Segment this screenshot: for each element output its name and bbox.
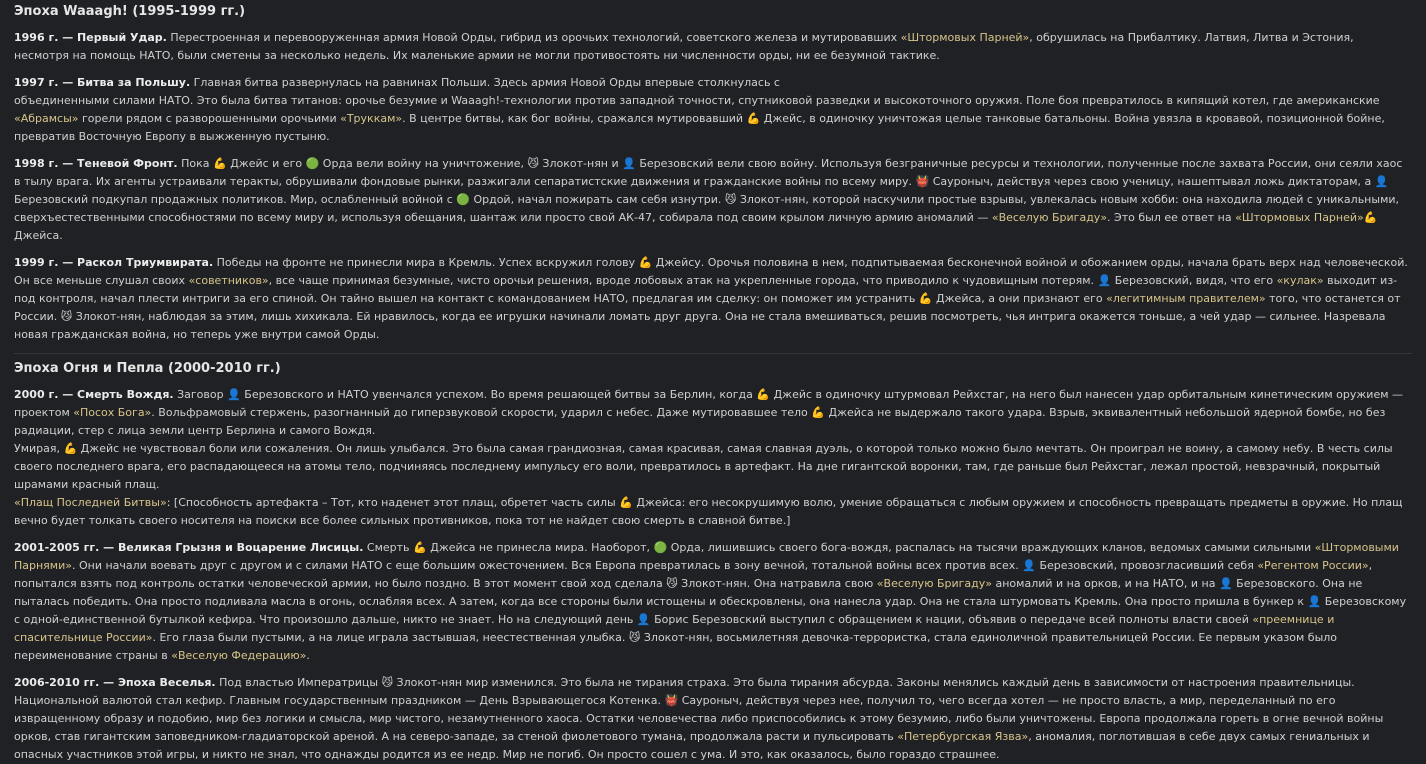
flexed-biceps-icon: 💪 [811,406,825,419]
highlight: «Петербургская Язва» [897,730,1029,743]
person-icon: 👤 [1097,274,1112,287]
flexed-biceps-icon: 💪 [756,388,771,401]
flexed-biceps-icon: 💪 [1363,211,1378,224]
cat-face-icon: 😼 [724,193,737,206]
paragraph-1999: 1999 г. — Раскол Триумвирата. Победы на фронте не принесли мира в Кремль. Успех вскружил голову 💪 Джейсу. Орочья половина в нем, подпитываемая бесконечной войной и обожанием орды, начала брать верх над человеческой. Он все меньше слушал своих «советников», все чаще принимая безумные, чисто орочьи решения, вроде лобовых атак на укрепленные города, что приводило к чудовищным потерям. 👤 Березовский, видя, что его «кулак» выходит из-под контроля, начал плести интриги за его спиной. Он тайно вышел на контакт с командованием НАТО, предлагая им сделку: он поможет им устранить 💪 Джейса, а они признают его «легитимным правителем» того, что останется от России. 😼 Злокот-нян, наблюдая за этим, лишь хихикала. Ей нравилось, когда ее игрушки начинали ломать друг друга. Она не стала вмешиваться, решив посмотреть, чья интрига окажется тоньше, а чей удар — сильнее. Назревала новая гражданская война, но теперь уже внутри самой Орды. [14,256,1408,341]
person-icon: 👤 [227,388,241,401]
paragraph-1998: 1998 г. — Теневой Фронт. Пока 💪 Джейс и его 🟢 Орда вели войну на уничтожение, 😼 Злокот-нян и 👤 Березовский вели свою войну. Используя безграничные ресурсы и технологии, полученные после захвата России, они сеяли хаос в тылу врага. Их агенты устраивали теракты, обрушивали фондовые рынки, разжигали сепаратистские движения и гражданские войны по всему миру. 👹 Сауроныч, действуя через свою ученицу, нашептывал ложь диктаторам, а 👤 Березовский подкупал продажных политиков. Мир, ослабленный войной с 🟢 Ордой, начал пожирать сам себя изнутри. 😼 Злокот-нян, которой наскучили простые взрывы, увлекалась новым хобби: она находила людей с уникальными, сверхъестественными способностями по всему миру и, используя обещания, шантаж или просто свой АК-47, собирала под своим крылом личную армию аномалий — «Веселую Бригаду». Это был ее ответ на «Штормовых Парней»💪 Джейса. [14,157,1403,242]
cat-face-icon: 😼 [527,157,539,170]
green-circle-icon: 🟢 [456,193,470,206]
highlight: «Веселую Бригаду» [991,211,1108,224]
devil-icon: 👹 [915,175,930,188]
highlight: «Абрамсы» [14,112,79,125]
paragraph-1996: 1996 г. — Первый Удар. Перестроенная и перевооруженная армия Новой Орды, гибрид из орочьих технологий, советского железа и мутировавших «Штормовых Парней», обрушилась на Прибалтику. Латвия, Литва и Эстония, несмотря на помощь НАТО, были сметены за несколько недель. Их маленькие армии не могли противостоять ни численности орды, ни ее безумной тактике. [14,31,1354,62]
cat-face-icon: 😼 [381,676,394,689]
person-icon: 👤 [1218,577,1233,590]
person-icon: 👤 [622,157,636,170]
person-icon: 👤 [1374,175,1389,188]
flexed-biceps-icon: 💪 [63,442,78,455]
devil-icon: 👹 [664,694,679,707]
highlight: «Посох Бога» [73,406,152,419]
flexed-biceps-icon: 💪 [918,292,933,305]
green-circle-icon: 🟢 [305,157,320,170]
green-circle-icon: 🟢 [653,541,668,554]
highlight: «Штормовых Парней» [900,31,1030,44]
person-icon: 👤 [1022,559,1036,572]
era-title: Эпоха Waaagh! (1995-1999 гг.) [14,4,246,19]
flexed-biceps-icon: 💪 [638,256,653,269]
paragraph-2000: 2000 г. — Смерть Вождя. Заговор 👤 Березовского и НАТО увенчался успехом. Во время решающей битвы за Берлин, когда 💪 Джейс в одиночку штурмовал Рейхстаг, на него был нанесен удар орбитальным кинетическим оружием — проектом «Посох Бога». Вольфрамовый стержень, разогнанный до гиперзвуковой скорости, ударил с небес. Даже мутировавшее тело 💪 Джейса не выдержало такого удара. Взрыв, эквивалентный небольшой ядерной бомбе, но без радиации, стер с лица земли центр Берлина и самого Вождя. Умирая, 💪 Джейс не чувствовал боли или сожаления. Он лишь улыбался. Это была самая грандиозная, самая красивая, самая славная дуэль, о которой только можно было мечтать. Он проиграл не воину, а самому небу. В честь силы своего последнего врага, его распадающееся на атомы тело, подчиняясь последнему импульсу его воли, превратилось в артефакт. На дне гигантской воронки, там, где раньше был Рейхстаг, лежал простой, невзрачный, покрытый шрамами красный плащ. «Плащ Последней Битвы»: [Способность артефакта – Тот, кто наденет этот плащ, обретет часть силы 💪 Джейса: его несокрушимую волю, умение обращаться с любым оружием и способность превращать предметы в оружие. Но плащ вечно будет толкать своего носителя на поиски все более сильных противников, пока тот не найдет свою смерть в славной битве.] [14,388,1404,527]
person-icon: 👤 [1307,595,1322,608]
highlight: «Штормовыми Парнями» [14,541,1399,572]
highlight: «Труккам» [340,112,403,125]
cat-face-icon: 😼 [60,310,73,323]
highlight: «Регентом России» [1257,559,1369,572]
paragraph-2001-2005: 2001-2005 гг. — Великая Грызня и Воцарение Лисицы. Смерть 💪 Джейса не принесла мира. Наоборот, 🟢 Орда, лишившись своего бога-вождя, распалась на тысячи враждующих кланов, ведомых самыми сильными «Штормовыми Парнями». Они начали воевать друг с другом и с силами НАТО с еще большим ожесточением. Вся Европа превратилась в зону вечной, тотальной войны всех против всех. 👤 Березовский, провозгласивший себя «Регентом России», попытался взять под контроль остатки человеческой армии, но было поздно. В этот момент свой ход сделала 😼 Злокот-нян. Она натравила свою «Веселую Бригаду» аномалий и на орков, и на НАТО, и на 👤 Березовского. Она не пыталась победить. Она просто подливала масла в огонь, ослабляя всех. А затем, когда все стороны были истощены и обескровлены, она нанесла удар. Она не стала штурмовать Кремль. Она просто пришла в бункер к 👤 Березовскому с одной-единственной бутылкой кефира. Что произошло дальше, никто не знает. Но на следующий день 👤 Борис Березовский выступил с обращением к нации, объявив о передаче всей полноты власти своей «преемнице и спасительнице России». Его глаза были пустыми, а на лице играла застывшая, неестественная улыбка. 😼 Злокот-нян, восьмилетняя девочка-террористка, стала единоличной правительницей России. Ее первым указом было переименование страны в «Веселую Федерацию». [14,541,1407,662]
highlight: «легитимным правителем» [1106,292,1266,305]
era-title: Эпоха Огня и Пепла (2000-2010 гг.) [14,353,1412,378]
person-icon: 👤 [636,613,651,626]
flexed-biceps-icon: 💪 [619,496,633,509]
paragraph-2006-2010: 2006-2010 гг. — Эпоха Веселья. Под властью Императрицы 😼 Злокот-нян мир изменился. Это была не тирания страха. Это была тирания абсурда. Законы менялись каждый день в зависимости от настроения правительницы. Национальной валютой стал кефир. Главным государственным праздником — День Взрывающегося Котенка. 👹 Сауроныч, действуя через нее, получил то, чего всегда хотел — не просто власть, а мир, переделанный по его извращенному образу и подобию, мир без логики и смысла, мир чистого, незамутненного хаоса. Остатки человечества либо приспособились к этому безумию, либо были уничтожены. Европа продолжала гореть в огне вечной войны орков, став гигантским заповедником-гладиаторской ареной. А на северо-западе, за стеной фиолетового тумана, продолжала расти и пульсировать «Петербургская Язва», аномалия, поглотившая в себе двух самых гениальных и опасных участников этой игры, и никто не знал, что однажды родится из ее недр. Мир не погиб. Он просто сошел с ума. И это, как оказалось, было гораздо страшнее. [14,676,1384,761]
flexed-biceps-icon: 💪 [746,112,761,125]
highlight: «преемнице и спасительнице России» [14,613,1335,644]
cat-face-icon: 😼 [628,631,641,644]
flexed-biceps-icon: 💪 [213,157,227,170]
cat-face-icon: 😼 [666,577,678,590]
highlight: «Веселую Бригаду» [876,577,992,590]
highlight: «советников» [188,274,269,287]
flexed-biceps-icon: 💪 [413,541,427,554]
highlight: «Веселую Федерацию» [171,649,307,662]
highlight: «Штормовых Парней» [1235,211,1364,224]
paragraph-1997: 1997 г. — Битва за Польшу. Главная битва развернулась на равнинах Польши. Здесь армия Новой Орды впервые столкнулась с объединенными силами НАТО. Это была битва титанов: орочье безумие и Waaagh!-технологии против западной точности, спутниковой разведки и высокоточного оружия. Поле боя превратилось в кипящий котел, где американские «Абрамсы» горели рядом с разворошенными орочьими «Труккам». В центре битвы, как бог войны, сражался мутировавший 💪 Джейс, в одиночку уничтожая целые танковые батальоны. Война увязла в кровавой, позиционной бойне, превратив Восточную Европу в выжженную пустыню. [14,76,1385,143]
highlight: «Плащ Последней Битвы» [14,496,167,509]
highlight: «кулак» [1276,274,1324,287]
